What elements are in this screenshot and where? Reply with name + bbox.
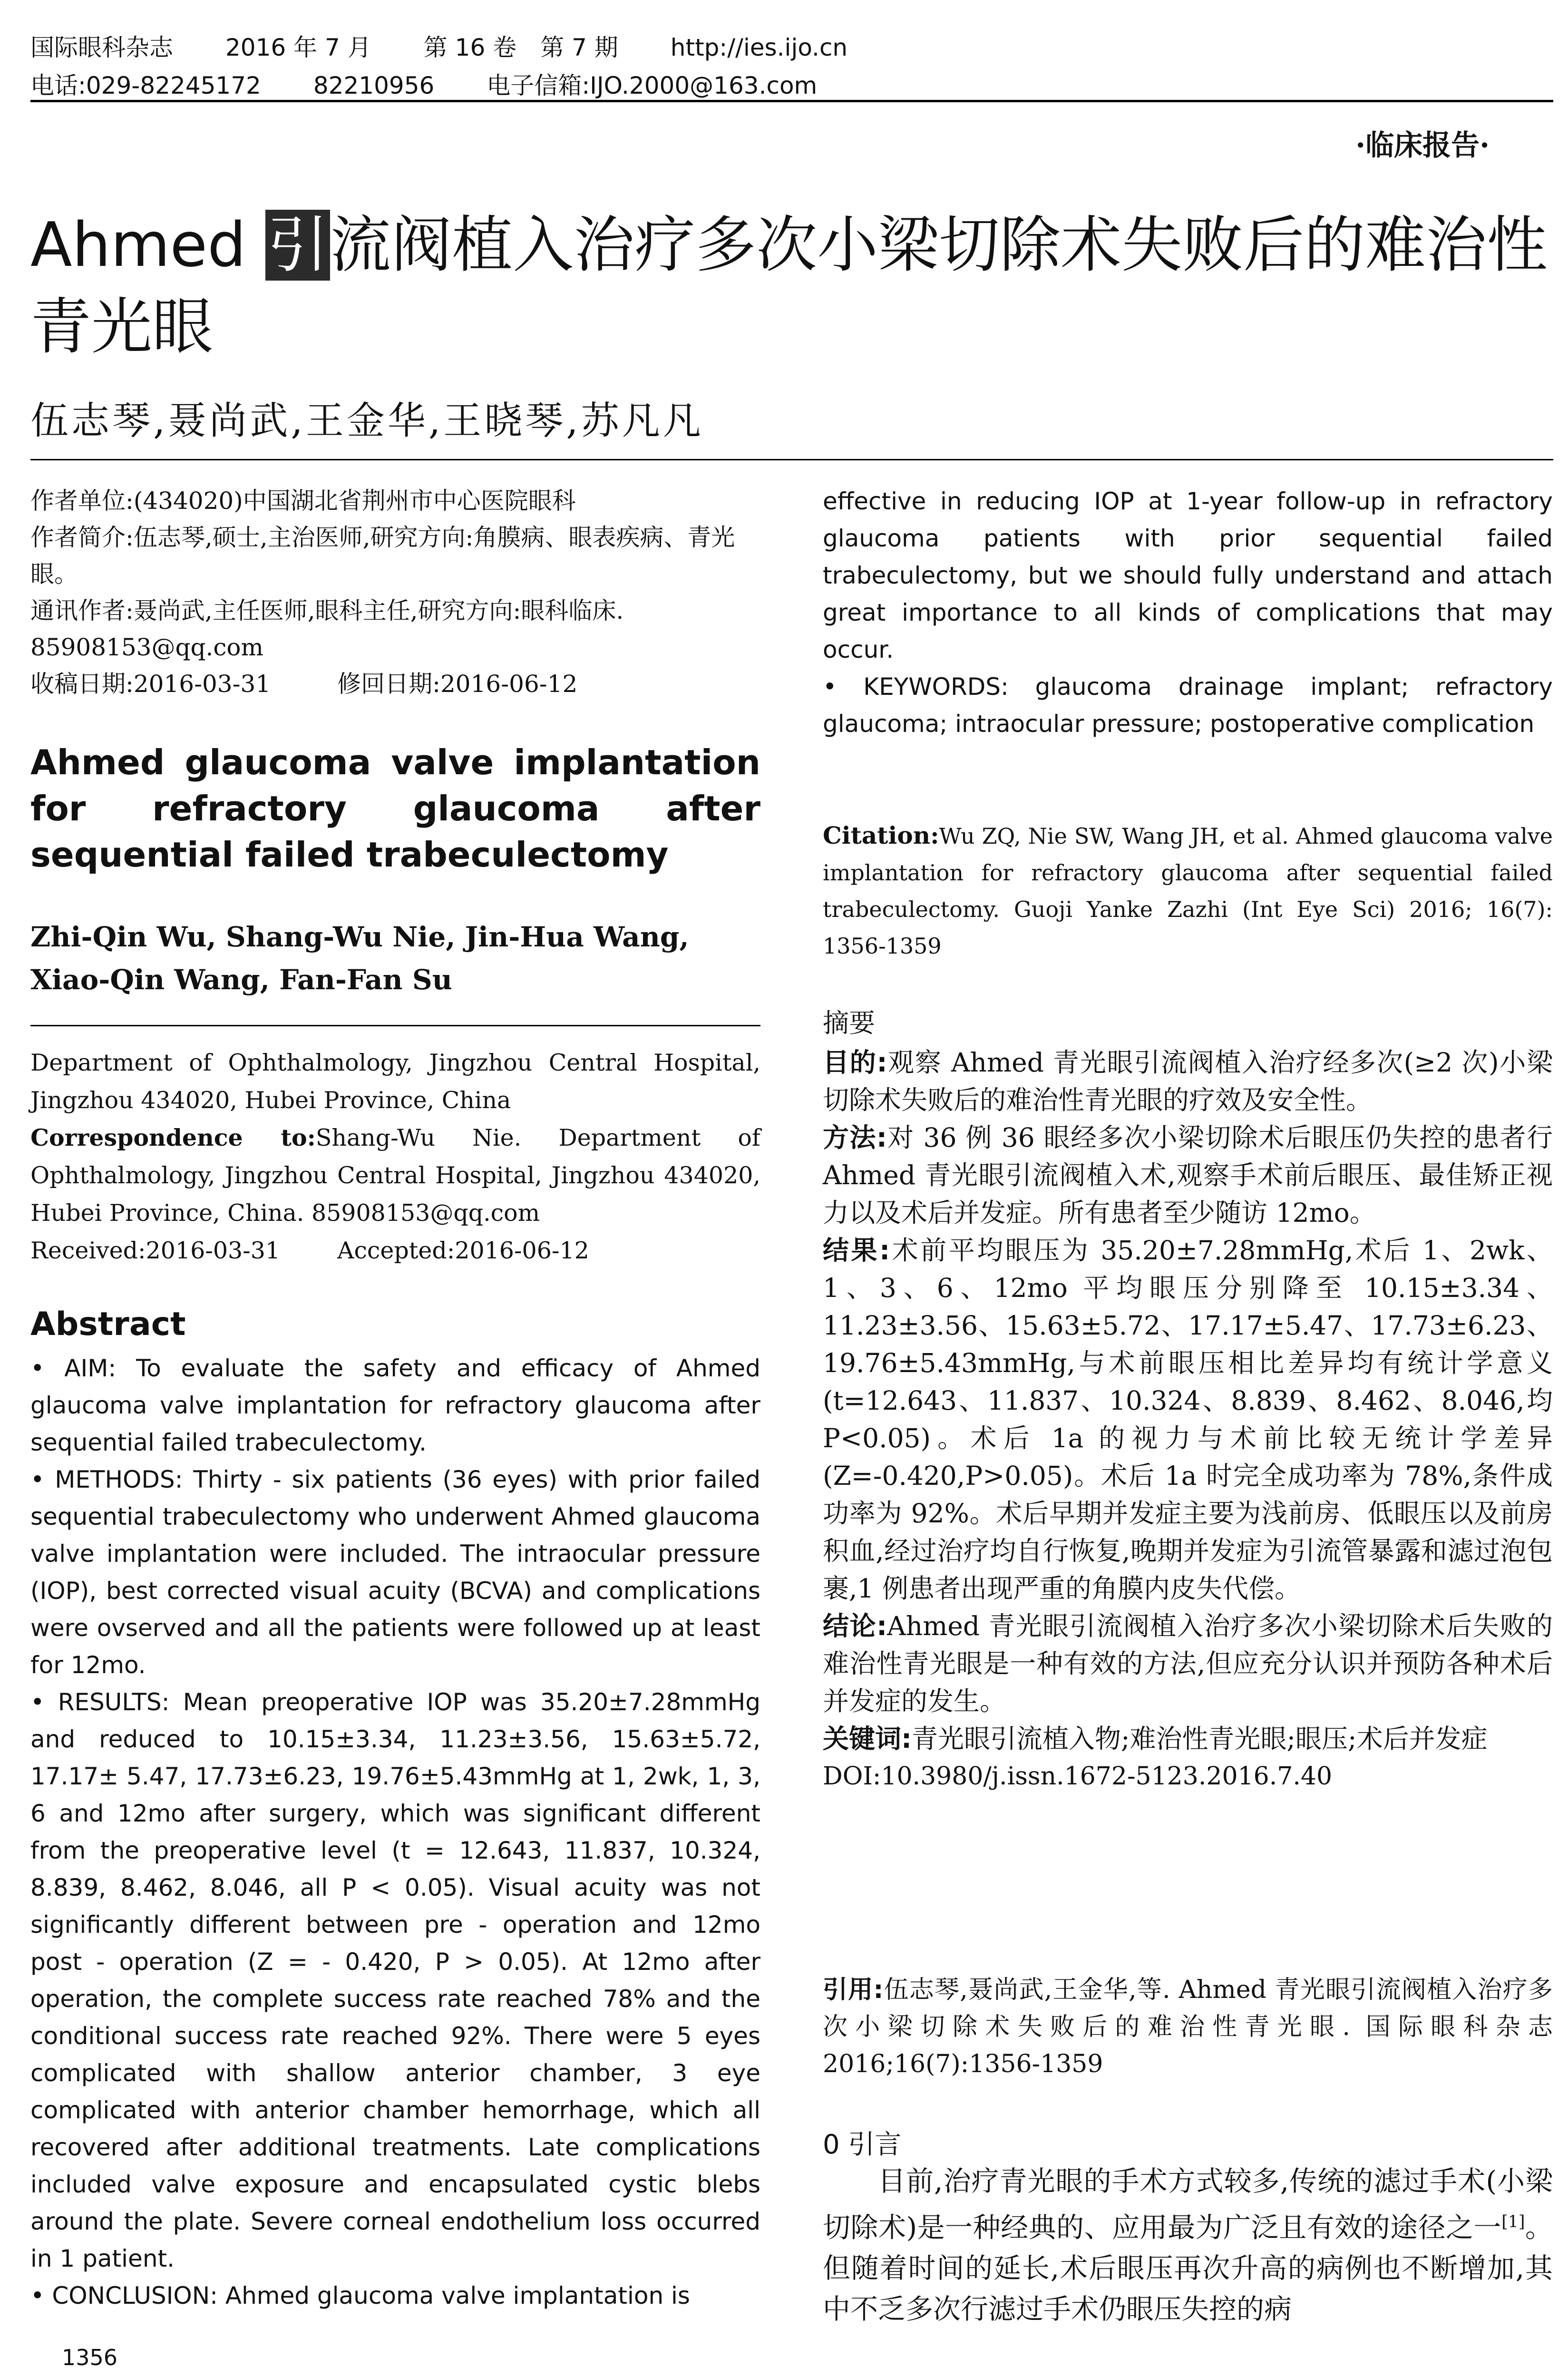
correspondence-label: Correspondence to: xyxy=(30,1124,316,1151)
affiliation-en xyxy=(30,1044,760,1269)
revised-date-cn: 修回日期:2016-06-12 xyxy=(337,670,578,698)
aim-text-cn: 观察 Ahmed 青光眼引流阀植入治疗经多次(≥2 次)小梁切除术失败后的难治性青光眼的疗效及安全性。 xyxy=(823,1047,1553,1115)
abstract-aim: • AIM: To evaluate the safety and efficacy of Ahmed glaucoma valve implantation for refractory glaucoma after sequential failed trabeculectomy. xyxy=(30,1354,760,1456)
citation-en xyxy=(823,817,1553,964)
title-pre: Ahmed xyxy=(30,210,266,281)
correspondence xyxy=(30,1119,760,1232)
abstract-heading: Abstract xyxy=(30,1305,186,1343)
title-highlight: 引 xyxy=(265,210,330,281)
authors-cn: 伍志琴,聂尚武,王金华,王晓琴,苏凡凡 xyxy=(30,399,704,443)
journal-name: 国际眼科杂志 xyxy=(30,34,173,61)
running-header-line1 xyxy=(30,29,900,63)
page-number: 1356 xyxy=(62,2345,118,2370)
title-rule xyxy=(30,459,1553,460)
conclusion-label-cn: 结论: xyxy=(823,1611,887,1641)
intro-paragraph xyxy=(823,2161,1553,2329)
phone: 电话:029-82245172 xyxy=(30,72,261,99)
correspondence-text: Shang-Wu Nie. Department of Ophthalmology, Jingzhou Central Hospital, Jingzhou 434020, Hubei Province, China. 85908153@qq.com xyxy=(30,1124,760,1227)
abstract-cn-results xyxy=(823,1232,1553,1607)
section-tag: ·临床报告· xyxy=(1355,129,1490,162)
aim-label-cn: 目的: xyxy=(823,1047,887,1078)
abstract-conclusion-cont: effective in reducing IOP at 1-year follow-up in refractory glaucoma patients with prior sequential failed trabeculectomy, but we should fully understand and attach great importance to all kinds of complications that may occur. xyxy=(823,487,1553,663)
corresponding-author: 通讯作者:聂尚武,主任医师,眼科主任,研究方向:眼科临床. 85908153@qq.com xyxy=(30,597,624,661)
abstract-keywords: • KEYWORDS: glaucoma drainage implant; refractory glaucoma; intraocular pressure; postoperative complication xyxy=(823,673,1553,738)
dates-cn xyxy=(30,666,760,702)
received-date-cn: 收稿日期:2016-03-31 xyxy=(30,670,271,698)
intro-ref[interactable]: [1] xyxy=(1501,2212,1525,2231)
results-text-cn: 术前平均眼压为 35.20±7.28mmHg,术后 1、2wk、1、3、6、12mo 平均眼压分别降至 10.15±3.34、11.23±3.56、15.63±5.72、17.17±5.47、17.73±6.23、19.76±5.43mmHg,与术前眼压相比差异均有统计学意义(t=12.643、11.837、10.324、8.839、8.462、8.046,均 P<0.05)。术后 1a 的视力与术前比较无统计学差异(Z=-0.420,P>0.05)。术后 1a 时完全成功率为 78%,条件成功率为 92%。术后早期并发症主要为浅前房、低眼压以及前房积血,经过治疗均自行恢复,晚期并发症为引流管暴露和滤过泡包裹,1 例患者出现严重的角膜内皮失代偿。 xyxy=(823,1235,1553,1604)
keywords-label-cn: 关键词: xyxy=(823,1724,912,1754)
citation-text: Wu ZQ, Nie SW, Wang JH, et al. Ahmed glaucoma valve implantation for refractory glaucoma after sequential failed trabeculectomy. Guoji Yanke Zazhi (Int Eye Sci) 2016; 16(7): 1356-1359 xyxy=(823,823,1553,959)
abstract-cn-keywords xyxy=(823,1720,1553,1758)
email[interactable]: 电子信箱:IJO.2000@163.com xyxy=(487,72,818,99)
abstract-conclusion-start: • CONCLUSION: Ahmed glaucoma valve implantation is xyxy=(30,2282,690,2309)
citation-cn-label: 引用: xyxy=(823,1976,884,2004)
article-title-en: Ahmed glaucoma valve implantation for refractory glaucoma after sequential failed trabeculectomy xyxy=(30,742,760,875)
intro-text-b: 。但随着时间的延长,术后眼压再次升高的病例也不断增加,其中不乏多次行滤过手术仍眼压失控的病 xyxy=(823,2211,1553,2326)
abstract-cn-methods xyxy=(823,1119,1553,1232)
abstract-methods: • METHODS: Thirty - six patients (36 eyes) with prior failed sequential trabeculectomy who underwent Ahmed glaucoma valve implantation were included. The intraocular pressure (IOP), best corrected visual acuity (BCVA) and complications were ovserved and all the patients were followed up at least for 12mo. xyxy=(30,1466,760,1679)
author-info xyxy=(30,483,760,702)
journal-url[interactable]: http://ies.ijo.cn xyxy=(670,34,848,61)
methods-label-cn: 方法: xyxy=(823,1122,887,1153)
citation-cn-text: 伍志琴,聂尚武,王金华,等. Ahmed 青光眼引流阀植入治疗多次小梁切除术失败后的难治性青光眼. 国际眼科杂志 2016;16(7):1356-1359 xyxy=(823,1976,1553,2078)
abstract-body xyxy=(30,1350,760,2314)
keywords-text-cn: 青光眼引流植入物;难治性青光眼;眼压;术后并发症 xyxy=(912,1724,1488,1754)
article-title-cn xyxy=(30,205,1552,368)
methods-text-cn: 对 36 例 36 眼经多次小梁切除术后眼压仍失控的患者行 Ahmed 青光眼引流阀植入术,观察手术前后眼压、最佳矫正视力以及术后并发症。所有患者至少随访 12mo。 xyxy=(823,1122,1553,1228)
results-label-cn: 结果: xyxy=(823,1235,890,1266)
accepted-date-en: Accepted:2016-06-12 xyxy=(337,1237,589,1264)
intro-text-a: 目前,治疗青光眼的手术方式较多,传统的滤过手术(小梁切除术)是一种经典的、应用最为广泛且有效的途径之一 xyxy=(823,2165,1553,2244)
citation-label: Citation: xyxy=(823,821,939,849)
title-rest: 流阀植入治疗多次小梁切除术失败后的难治性青光眼 xyxy=(30,210,1548,362)
abstract-cn xyxy=(823,1004,1553,1795)
author-bio: 作者简介:伍志琴,硕士,主治医师,研究方向:角膜病、眼表疾病、青光眼。 xyxy=(30,524,735,588)
doi[interactable]: DOI:10.3980/j.issn.1672-5123.2016.7.40 xyxy=(823,1762,1333,1791)
authors-rule xyxy=(30,1025,760,1026)
running-header-line2 xyxy=(30,67,869,101)
citation-cn xyxy=(823,1971,1553,2083)
header-rule xyxy=(30,100,1553,102)
intro-heading: 0 引言 xyxy=(823,2129,902,2160)
abstract-cn-aim xyxy=(823,1044,1553,1119)
abstract-results: • RESULTS: Mean preoperative IOP was 35.20±7.28mmHg and reduced to 10.15±3.34, 11.23±3.56, 15.63±5.72, 17.17± 5.47, 17.73±6.23, 19.76±5.43mmHg at 1, 2wk, 1, 3, 6 and 12mo after surgery, which was significant different from the preoperative level (t = 12.643, 11.837, 10.324, 8.839, 8.462, 8.046, all P < 0.05). Visual acuity was not significantly different between pre - operation and 12mo post - operation (Z = - 0.420, P > 0.05). At 12mo after operation, the complete success rate reached 78% and the conditional success rate reached 92%. There were 5 eyes complicated with shallow anterior chamber, 3 eye complicated with anterior chamber hemorrhage, which all recovered after additional treatments. Late complications included valve exposure and encapsulated cystic blebs around the plate. Severe corneal endothelium loss occurred in 1 patient. xyxy=(30,1688,760,2272)
dates-en xyxy=(30,1232,760,1269)
phone-2: 82210956 xyxy=(313,72,435,99)
author-unit: 作者单位:(434020)中国湖北省荆州市中心医院眼科 xyxy=(30,487,576,515)
conclusion-text-cn: Ahmed 青光眼引流阀植入治疗多次小梁切除术后失败的难治性青光眼是一种有效的方法,但应充分认识并预防各种术后并发症的发生。 xyxy=(823,1611,1553,1716)
issue-date: 2016 年 7 月 xyxy=(225,34,371,61)
issue: 第 7 期 xyxy=(540,34,618,61)
abstract-continued xyxy=(823,483,1553,742)
abstract-cn-conclusion xyxy=(823,1607,1553,1720)
department: Department of Ophthalmology, Jingzhou Central Hospital, Jingzhou 434020, Hubei Province, China xyxy=(30,1049,760,1114)
abstract-cn-heading: 摘要 xyxy=(823,1008,876,1038)
volume: 第 16 卷 xyxy=(423,34,517,61)
received-date-en: Received:2016-03-31 xyxy=(30,1237,281,1264)
authors-en: Zhi-Qin Wu, Shang-Wu Nie, Jin-Hua Wang, Xiao-Qin Wang, Fan-Fan Su xyxy=(30,921,689,996)
